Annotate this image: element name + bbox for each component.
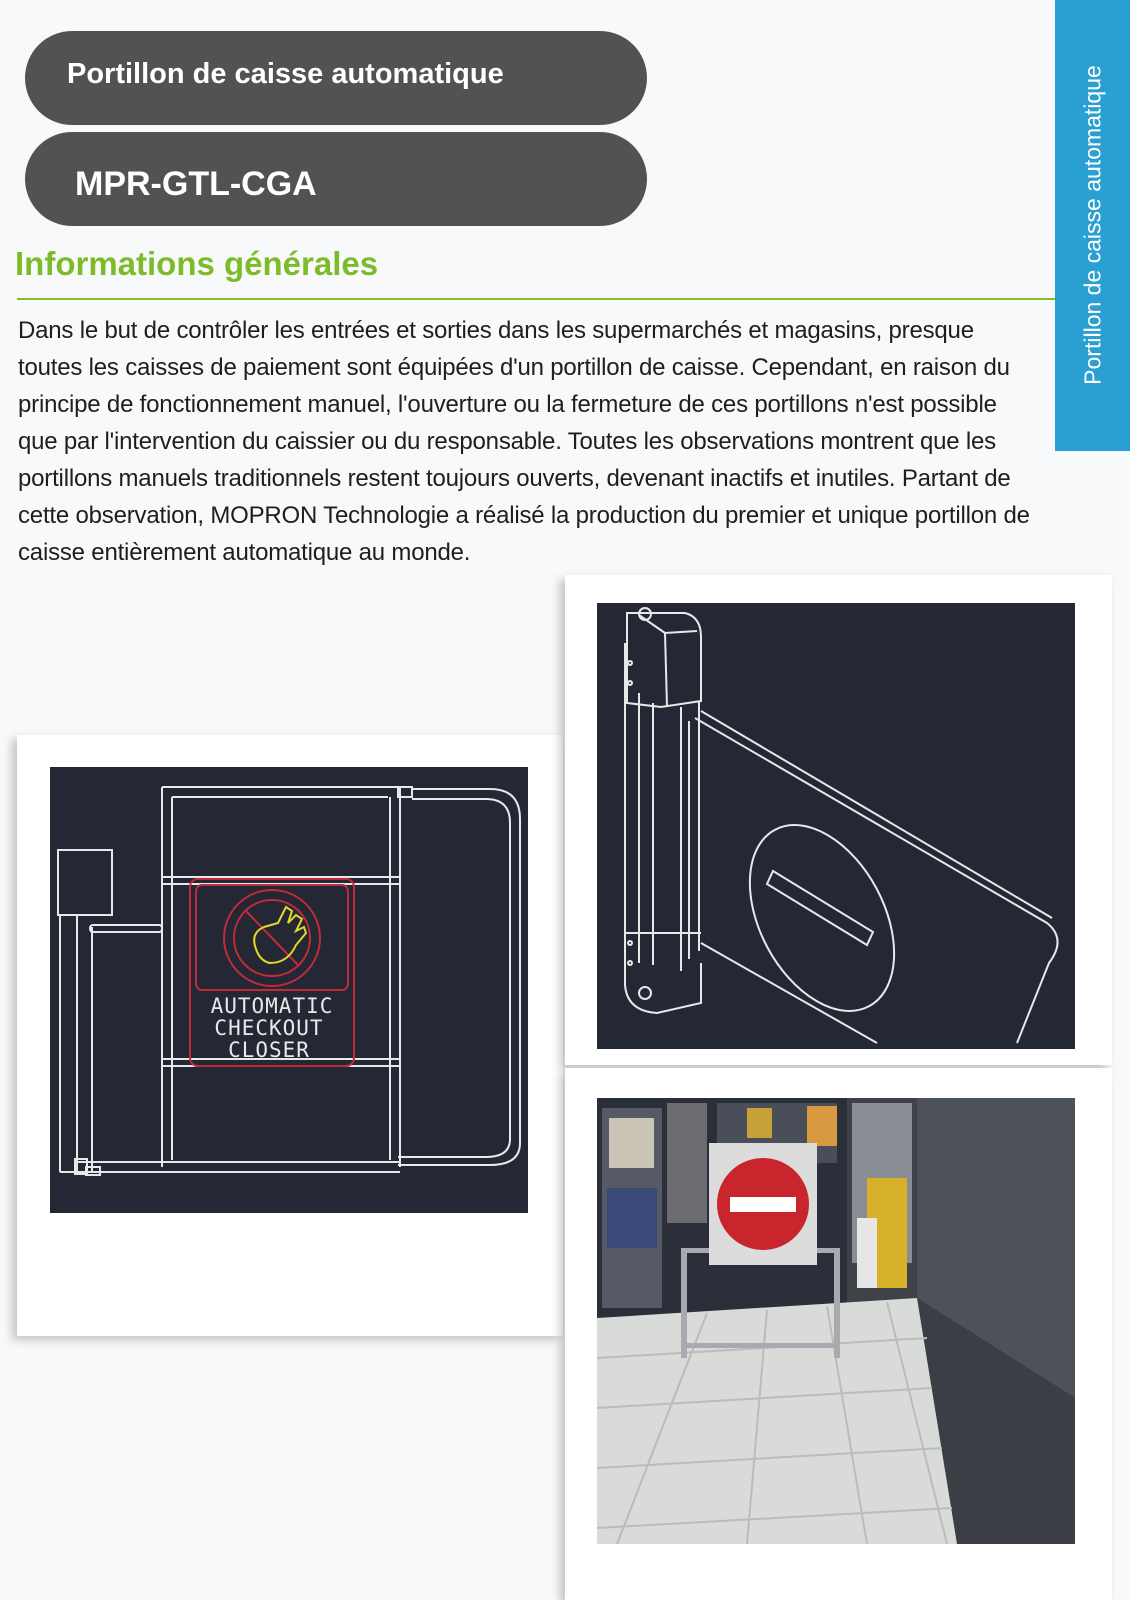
installed-gate-photo	[597, 1098, 1075, 1544]
section-title: Informations générales	[15, 245, 379, 282]
product-title: Portillon de caisse automatique	[67, 57, 504, 90]
section-divider	[17, 298, 1055, 300]
sign-line-2: CHECKOUT	[214, 1016, 324, 1040]
product-title-pill	[25, 31, 647, 125]
general-info-paragraph: Dans le but de contrôler les entrées et sorties dans les supermarchés et magasins, presque toutes les caisses de paiement sont équipées d'un portillon de caisse. Cependant, en raison du principe de fonctionnement manuel, l'ouverture ou la fermeture de ces portillons n'est possible que par l'intervention du caissier ou du responsable. Toutes les observations montrent que les portillons manuels traditionnels restent toujours ouverts, devenant inactifs et inutiles. Partant de cette observation, MOPRON Technologie a réalisé la production du premier et unique portillon de caisse entièrement automatique au monde.	[18, 317, 1030, 566]
sign-line-3: CLOSER	[228, 1038, 310, 1062]
product-code-pill	[25, 132, 647, 226]
side-tab	[1055, 0, 1130, 451]
isometric-cad-drawing	[597, 603, 1075, 1049]
product-code: MPR-GTL-CGA	[75, 164, 317, 203]
front-cad-drawing	[50, 767, 528, 1213]
side-tab-label: Portillon de caisse automatique	[1079, 65, 1105, 385]
sign-line-1: AUTOMATIC	[210, 994, 334, 1018]
